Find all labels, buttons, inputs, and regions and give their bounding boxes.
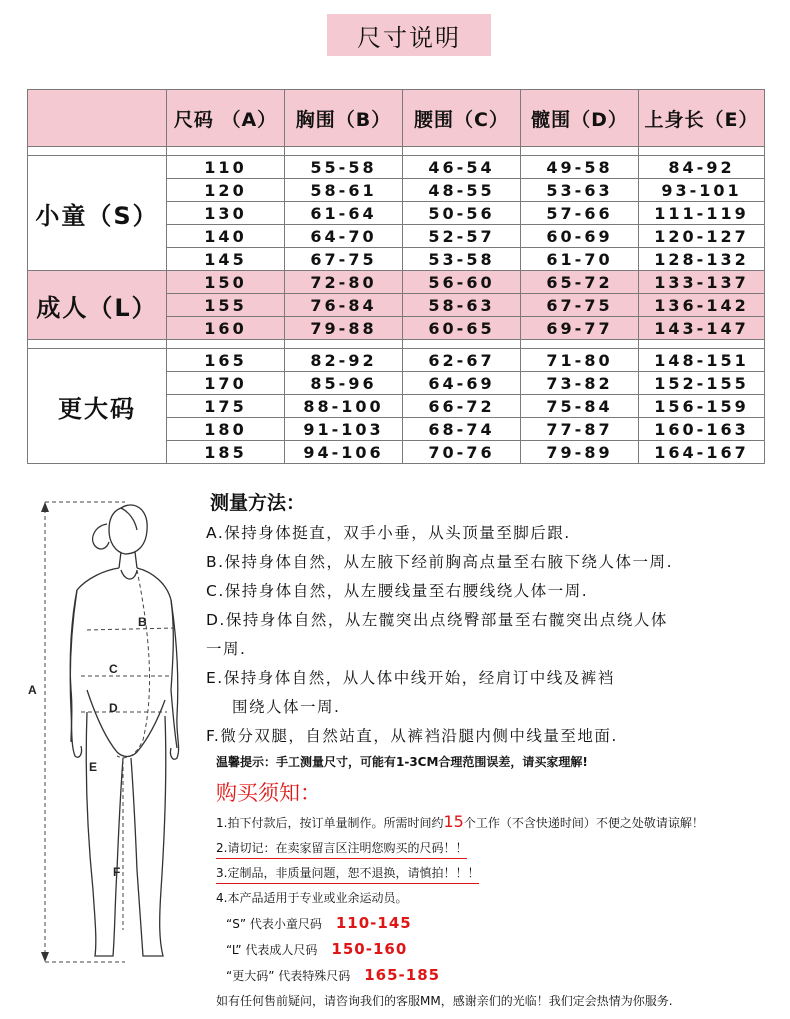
table-cell: 61-64 [285,202,403,225]
label-f: F [113,865,121,879]
measurement-tip: 温馨提示：手工测量尺寸，可能有1-3CM合理范围误差，请买家理解! [216,755,588,769]
header-hip: 髋围（D） [521,90,639,147]
table-cell: 64-70 [285,225,403,248]
method-line: F.微分双腿，自然站直，从裤裆沿腿内侧中线量至地面. [206,727,618,745]
size-legend-label: “L” 代表成人尺码 [226,943,318,957]
size-legend-label: “S” 代表小童尺码 [226,917,322,931]
table-cell: 185 [167,441,285,464]
table-cell: 145 [167,248,285,271]
label-b: B [138,615,147,629]
table-cell: 170 [167,372,285,395]
table-cell: 152-155 [639,372,765,395]
method-line: 一周. [206,640,247,658]
table-cell: 67-75 [521,294,639,317]
table-cell: 143-147 [639,317,765,340]
table-cell: 148-151 [639,349,765,372]
table-cell: 120-127 [639,225,765,248]
table-cell: 69-77 [521,317,639,340]
method-line: 围绕人体一周. [232,698,341,716]
table-cell: 53-58 [403,248,521,271]
size-legend-range: 165-185 [364,966,441,984]
group-label-small: 小童（S） [28,156,167,271]
group-label-plus: 更大码 [28,349,167,464]
method-line: E.保持身体自然，从人体中线开始，经肩订中线及裤裆 [206,669,615,687]
table-cell: 133-137 [639,271,765,294]
table-cell: 150 [167,271,285,294]
table-cell: 61-70 [521,248,639,271]
notice-line-1-after: 个工作（不含快递时间）不便之处敬请谅解！ [463,816,704,830]
method-line: C.保持身体自然，从左腰线量至右腰线绕人体一周. [206,582,589,600]
methods-title: 测量方法： [210,492,306,514]
table-cell: 64-69 [403,372,521,395]
table-gap-row [28,147,765,156]
table-cell: 66-72 [403,395,521,418]
table-cell: 53-63 [521,179,639,202]
table-cell: 57-66 [521,202,639,225]
table-cell: 82-92 [285,349,403,372]
notice-line-3-text: 3.定制品，非质量问题，恕不退换，请慎拍！！！ [216,861,479,886]
size-legend-l [216,937,776,963]
table-cell: 65-72 [521,271,639,294]
table-cell: 67-75 [285,248,403,271]
table-cell: 84-92 [639,156,765,179]
table-cell: 71-80 [521,349,639,372]
page-title: 尺寸说明 [327,14,491,56]
table-cell: 49-58 [521,156,639,179]
notice-line-2-text: 2.请切记：在卖家留言区注明您购买的尺码！！ [216,836,467,861]
header-size: 尺码 （A） [167,90,285,147]
notice-line-2 [216,836,776,861]
table-row [28,156,765,179]
table-cell: 75-84 [521,395,639,418]
header-chest: 胸围（B） [285,90,403,147]
notice-line-4: 4.本产品适用于专业或业余运动员。 [216,891,408,905]
method-line: B.保持身体自然，从左腋下经前胸高点量至右腋下绕人体一周. [206,553,673,571]
table-cell: 60-65 [403,317,521,340]
measurement-figure [25,490,200,970]
table-cell: 164-167 [639,441,765,464]
notice-footer: 如有任何售前疑问，请咨询我们的客服MM，感谢亲们的光临！我们定会热情为你服务. [216,994,673,1008]
measurement-methods [206,488,776,1014]
header-waist: 腰围（C） [403,90,521,147]
method-line: A.保持身体挺直，双手小垂，从头顶量至脚后跟. [206,524,571,542]
table-cell: 160 [167,317,285,340]
group-label-adult: 成人（L） [28,271,167,340]
table-cell: 56-60 [403,271,521,294]
table-cell: 79-88 [285,317,403,340]
table-cell: 70-76 [403,441,521,464]
label-d: D [109,701,118,715]
table-cell: 88-100 [285,395,403,418]
table-cell: 91-103 [285,418,403,441]
table-cell: 94-106 [285,441,403,464]
label-e: E [89,760,98,774]
table-cell: 55-58 [285,156,403,179]
table-cell: 62-67 [403,349,521,372]
table-cell: 175 [167,395,285,418]
table-cell: 58-63 [403,294,521,317]
header-torso: 上身长（E） [639,90,765,147]
size-legend-range: 150-160 [331,940,408,958]
header-blank [28,90,167,147]
table-cell: 155 [167,294,285,317]
table-cell: 79-89 [521,441,639,464]
table-cell: 140 [167,225,285,248]
notice-line-1 [216,809,776,836]
table-cell: 120 [167,179,285,202]
method-line: D.保持身体自然，从左髋突出点绕臀部量至右髋突出点绕人体 [206,611,668,629]
table-cell: 156-159 [639,395,765,418]
table-cell: 68-74 [403,418,521,441]
notice-days: 15 [443,812,464,831]
label-a: A [28,683,37,697]
table-cell: 72-80 [285,271,403,294]
table-cell: 73-82 [521,372,639,395]
table-cell: 50-56 [403,202,521,225]
size-legend-s [216,911,776,937]
table-cell: 48-55 [403,179,521,202]
table-cell: 60-69 [521,225,639,248]
body-outline-illustration [25,490,200,970]
table-cell: 52-57 [403,225,521,248]
notice-line-3 [216,861,776,886]
size-legend-plus [216,963,776,989]
table-cell: 180 [167,418,285,441]
table-cell: 128-132 [639,248,765,271]
table-cell: 136-142 [639,294,765,317]
table-cell: 110 [167,156,285,179]
table-cell: 58-61 [285,179,403,202]
table-row [28,349,765,372]
table-row [28,271,765,294]
table-cell: 111-119 [639,202,765,225]
table-cell: 77-87 [521,418,639,441]
table-cell: 85-96 [285,372,403,395]
notice-line-1-before: 1.拍下付款后，按订单量制作。所需时间约 [216,816,444,830]
table-cell: 46-54 [403,156,521,179]
size-legend-range: 110-145 [335,914,412,932]
notice-title: 购买须知： [216,781,321,805]
table-header-row [28,90,765,147]
table-cell: 76-84 [285,294,403,317]
table-cell: 130 [167,202,285,225]
table-cell: 93-101 [639,179,765,202]
table-cell: 160-163 [639,418,765,441]
size-table [27,89,765,464]
label-c: C [109,662,118,676]
size-legend-label: “更大码” 代表特殊尺码 [226,969,351,983]
table-cell: 165 [167,349,285,372]
table-gap-row [28,340,765,349]
